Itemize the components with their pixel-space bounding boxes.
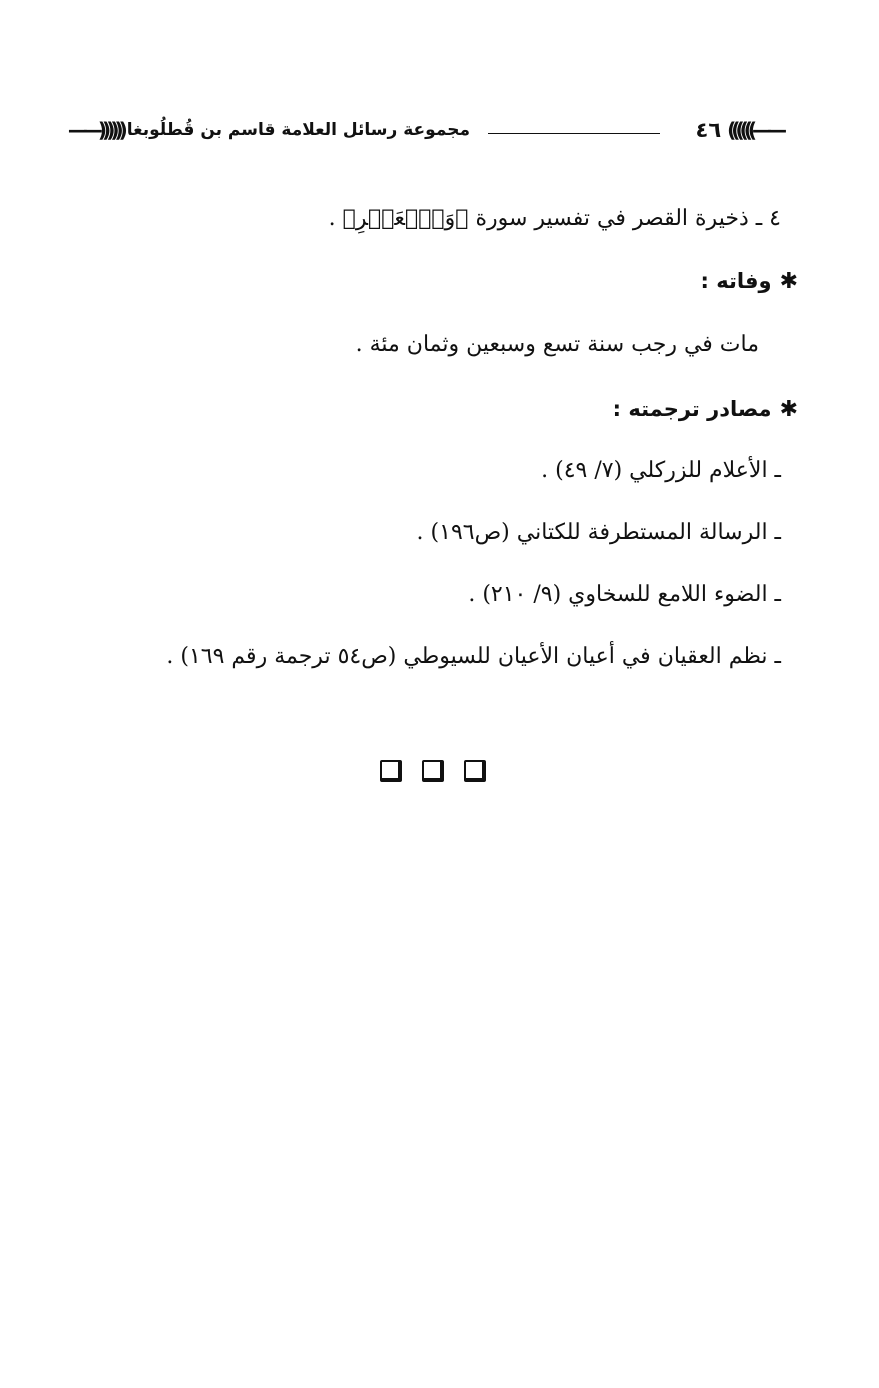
header-ornament-left: ——)))))) — [67, 118, 123, 142]
source-item: ـ الأعلام للزركلي (٧/ ٤٩) . — [541, 457, 781, 483]
asterisk-icon: ✱ — [779, 396, 798, 422]
works-list-item: ٤ ـ ذخيرة القصر في تفسير سورة ﴿وَٱلۡعَصۡرِ﴾ . — [328, 205, 781, 231]
source-item: ـ الرسالة المستطرفة للكتاني (ص١٩٦) . — [416, 519, 781, 545]
source-item: ـ نظم العقيان في أعيان الأعيان للسيوطي (ص٥٤ ترجمة رقم ١٦٩) . — [166, 643, 781, 669]
header-ornament-right: ((((((—— — [727, 118, 782, 142]
death-heading — [91, 250, 798, 312]
page-number-group — [696, 116, 782, 144]
square-ornament-icon — [422, 760, 444, 782]
header-rule — [488, 133, 660, 134]
square-ornament-icon — [380, 760, 402, 782]
death-text: مات في رجب سنة تسع وسبعين وثمان مئة . — [355, 331, 759, 357]
book-title: مجموعة رسائل العلامة قاسم بن قُطلُوبغا — [126, 120, 470, 140]
page-content — [91, 188, 798, 688]
running-header — [67, 112, 782, 152]
source-item: ـ الضوء اللامع للسخاوي (٩/ ٢١٠) . — [468, 581, 781, 607]
section-end-ornament — [380, 760, 486, 782]
sources-heading-text: مصادر ترجمته : — [612, 397, 772, 421]
page-number: ٤٦ — [695, 118, 722, 142]
header-title-group — [68, 116, 470, 144]
sources-heading — [91, 378, 798, 440]
square-ornament-icon — [464, 760, 486, 782]
death-heading-text: وفاته : — [700, 269, 772, 293]
asterisk-icon: ✱ — [779, 268, 798, 294]
